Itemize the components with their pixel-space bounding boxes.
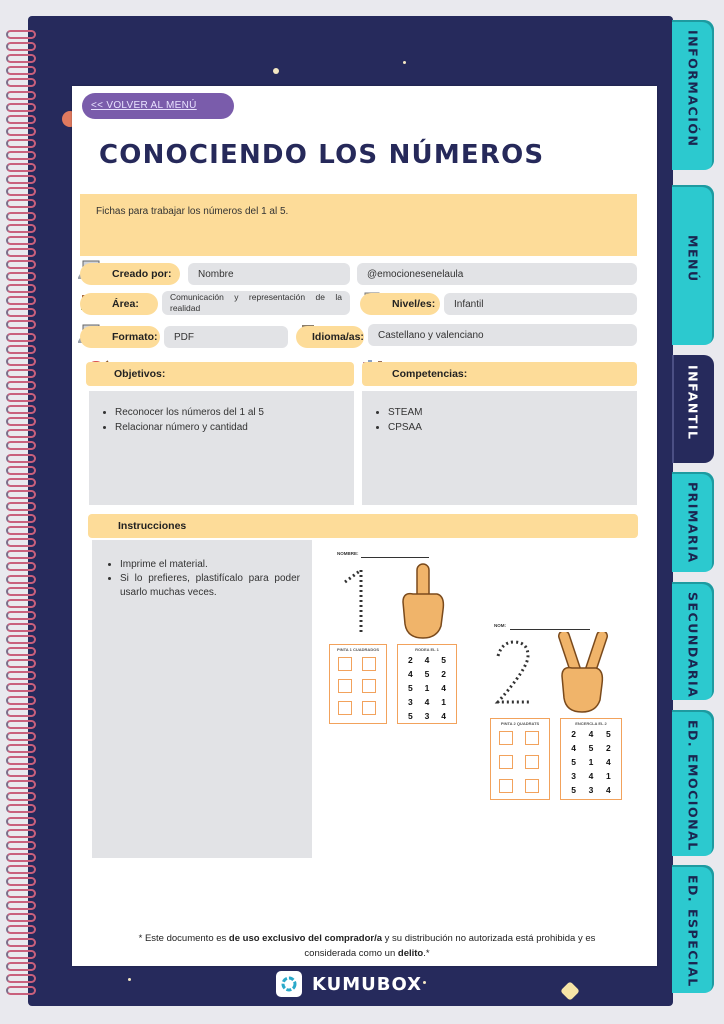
creado-por-label: Creado por: — [80, 263, 180, 285]
grid-number: 4 — [441, 683, 447, 693]
square — [525, 755, 539, 769]
list-item: • Relacionar número y cantidad — [115, 420, 354, 435]
spiral-ring — [6, 320, 36, 329]
spiral-ring — [6, 345, 36, 354]
grid-number: 5 — [407, 711, 413, 721]
spiral-ring — [6, 441, 36, 450]
grid-number: 2 — [571, 729, 577, 739]
worksheet-preview-2 — [490, 616, 630, 806]
spiral-ring — [6, 502, 36, 511]
description-box — [80, 194, 637, 256]
area-value: Comunicación y representación de la realidad — [162, 291, 350, 315]
grid-number: 1 — [605, 771, 611, 781]
grid-number: 5 — [571, 785, 577, 795]
grid-number: 3 — [571, 771, 577, 781]
grid-number: 3 — [407, 697, 413, 707]
grid-number: 4 — [441, 711, 447, 721]
spiral-ring — [6, 429, 36, 438]
spiral-ring — [6, 708, 36, 717]
star-decoration — [128, 978, 131, 981]
spiral-ring — [6, 66, 36, 75]
spiral-ring — [6, 599, 36, 608]
dotted-digit-1 — [337, 566, 377, 636]
square — [338, 657, 352, 671]
spiral-ring — [6, 478, 36, 487]
tab-informacion[interactable]: INFORMACIÓN — [672, 20, 714, 170]
box-caption: PINTA 2 QUADRATS — [500, 721, 540, 726]
square — [362, 679, 376, 693]
spiral-ring — [6, 683, 36, 692]
spiral-ring — [6, 962, 36, 971]
square — [499, 779, 513, 793]
area-label: Área: — [80, 293, 158, 315]
document-page — [72, 86, 657, 966]
spiral-ring — [6, 127, 36, 136]
hand-one-finger-icon — [397, 562, 449, 642]
kumubox-logo-icon — [276, 971, 302, 997]
idioma-label: Idioma/as: — [296, 326, 364, 348]
spiral-ring — [6, 272, 36, 281]
paint-squares-box — [329, 644, 387, 724]
spiral-ring — [6, 91, 36, 100]
square — [499, 755, 513, 769]
circle-number-box — [397, 644, 457, 724]
spiral-ring — [6, 780, 36, 789]
spiral-ring — [6, 284, 36, 293]
instrucciones-panel — [92, 540, 312, 858]
grid-number: 3 — [588, 785, 594, 795]
sheet-name-line — [510, 629, 590, 630]
footer-text: y su distribución no autorizada está prohibida y es considerada como un — [304, 933, 596, 959]
spiral-ring — [6, 417, 36, 426]
spiral-ring — [6, 466, 36, 475]
circle-number-box — [560, 718, 622, 800]
spiral-ring — [6, 865, 36, 874]
spiral-ring — [6, 78, 36, 87]
sheet-name-line — [361, 557, 429, 558]
grid-number: 2 — [407, 655, 413, 665]
grid-number: 4 — [588, 771, 594, 781]
instrucciones-header: Instrucciones — [88, 514, 638, 538]
square — [338, 701, 352, 715]
footer-text: .* — [423, 948, 430, 959]
spiral-ring — [6, 889, 36, 898]
copyright-notice — [112, 931, 622, 961]
sheet-name-label: NOM: — [494, 623, 506, 628]
grid-number: 3 — [424, 711, 430, 721]
spiral-ring — [6, 163, 36, 172]
grid-number: 5 — [441, 655, 447, 665]
spiral-ring — [6, 792, 36, 801]
spiral-ring — [6, 623, 36, 632]
sheet-name-label: NOMBRE: — [337, 551, 359, 556]
square — [362, 701, 376, 715]
list-item: • CPSAA — [388, 420, 637, 435]
spiral-binding — [2, 30, 40, 1000]
spiral-ring — [6, 950, 36, 959]
spiral-ring — [6, 333, 36, 342]
spiral-ring — [6, 804, 36, 813]
spiral-ring — [6, 853, 36, 862]
tab-ed-especial[interactable]: ED. ESPECIAL — [672, 865, 714, 993]
worksheet-preview-1 — [327, 544, 467, 734]
spiral-ring — [6, 901, 36, 910]
spiral-ring — [6, 30, 36, 39]
grid-number: 4 — [571, 743, 577, 753]
square — [338, 679, 352, 693]
grid-number: 5 — [588, 743, 594, 753]
spiral-ring — [6, 236, 36, 245]
objetivos-list — [89, 391, 354, 435]
idioma-value: Castellano y valenciano — [368, 324, 637, 346]
spiral-ring — [6, 248, 36, 257]
spiral-ring — [6, 877, 36, 886]
spiral-ring — [6, 974, 36, 983]
spiral-ring — [6, 54, 36, 63]
grid-number: 5 — [605, 729, 611, 739]
spiral-ring — [6, 938, 36, 947]
spiral-ring — [6, 308, 36, 317]
list-item: • Si lo prefieres, plastifícalo para poder usarlo muchas veces. — [120, 572, 300, 600]
spiral-ring — [6, 454, 36, 463]
grid-number: 4 — [588, 729, 594, 739]
box-caption: PINTA 1 CUADRADOS — [336, 647, 379, 652]
grid-number: 4 — [407, 669, 413, 679]
square — [525, 779, 539, 793]
spiral-ring — [6, 103, 36, 112]
spiral-ring — [6, 575, 36, 584]
description-text: Fichas para trabajar los números del 1 al 5. — [96, 206, 289, 217]
spiral-ring — [6, 671, 36, 680]
spiral-ring — [6, 768, 36, 777]
grid-number: 5 — [407, 683, 413, 693]
spiral-ring — [6, 611, 36, 620]
grid-number: 2 — [605, 743, 611, 753]
spiral-ring — [6, 224, 36, 233]
square — [499, 731, 513, 745]
grid-number: 4 — [424, 655, 430, 665]
dotted-digit-2 — [492, 638, 536, 708]
spiral-ring — [6, 659, 36, 668]
footer-bold: delito — [397, 948, 424, 959]
formato-value: PDF — [164, 326, 288, 348]
kumubox-brand — [276, 970, 422, 998]
grid-number: 4 — [605, 757, 611, 767]
tab-primaria[interactable]: PRIMARIA — [672, 472, 714, 572]
spiral-ring — [6, 720, 36, 729]
spiral-ring — [6, 42, 36, 51]
grid-number: 4 — [424, 697, 430, 707]
brand-name: KUMUBOX — [312, 973, 423, 995]
page-title: CONOCIENDO LOS NÚMEROS — [99, 140, 545, 170]
spiral-ring — [6, 199, 36, 208]
spiral-ring — [6, 405, 36, 414]
instrucciones-list — [92, 540, 312, 600]
paint-squares-box — [490, 718, 550, 800]
tab-ed-emocional[interactable]: ED. EMOCIONAL — [672, 710, 714, 856]
grid-number: 4 — [605, 785, 611, 795]
spiral-ring — [6, 369, 36, 378]
objetivos-header: Objetivos: — [86, 362, 354, 386]
spiral-ring — [6, 913, 36, 922]
tab-menu[interactable]: MENÚ — [672, 185, 714, 345]
spiral-ring — [6, 151, 36, 160]
spiral-ring — [6, 393, 36, 402]
box-caption: ENCERCLA EL 2 — [575, 721, 607, 726]
spiral-ring — [6, 175, 36, 184]
grid-number: 1 — [588, 757, 594, 767]
square — [525, 731, 539, 745]
spiral-ring — [6, 986, 36, 995]
spiral-ring — [6, 744, 36, 753]
side-tabs — [672, 20, 714, 1000]
spiral-ring — [6, 756, 36, 765]
list-item: • Imprime el material. — [120, 558, 300, 572]
spiral-ring — [6, 139, 36, 148]
number-grid — [565, 729, 617, 795]
spiral-ring — [6, 490, 36, 499]
number-grid — [402, 655, 452, 721]
square — [362, 657, 376, 671]
grid-number: 5 — [571, 757, 577, 767]
list-item: • STEAM — [388, 405, 637, 420]
box-caption: RODEA EL 1 — [415, 647, 439, 652]
spiral-ring — [6, 550, 36, 559]
grid-number: 1 — [424, 683, 430, 693]
star-decoration — [403, 61, 406, 64]
spiral-ring — [6, 732, 36, 741]
spiral-ring — [6, 925, 36, 934]
grid-number: 1 — [441, 697, 447, 707]
nivel-value: Infantil — [444, 293, 637, 315]
competencias-header: Competencias: — [362, 362, 637, 386]
spiral-ring — [6, 538, 36, 547]
tab-secundaria[interactable]: SECUNDARIA — [672, 582, 714, 700]
spiral-ring — [6, 115, 36, 124]
hand-two-fingers-icon — [550, 632, 614, 716]
competencias-list — [362, 391, 637, 435]
tab-infantil[interactable]: INFANTIL — [672, 355, 714, 463]
spiral-ring — [6, 647, 36, 656]
grid-number: 2 — [441, 669, 447, 679]
spiral-ring — [6, 562, 36, 571]
spiral-ring — [6, 514, 36, 523]
spiral-ring — [6, 696, 36, 705]
spiral-ring — [6, 260, 36, 269]
grid-number: 5 — [424, 669, 430, 679]
nivel-label: Nivel/es: — [360, 293, 440, 315]
spiral-ring — [6, 635, 36, 644]
spiral-ring — [6, 829, 36, 838]
creado-por-handle: @emocionesenelaula — [357, 263, 637, 285]
star-decoration — [560, 981, 580, 1001]
spiral-ring — [6, 187, 36, 196]
spiral-ring — [6, 841, 36, 850]
star-decoration — [423, 981, 426, 984]
competencias-panel — [362, 391, 637, 505]
footer-text: * Este documento es — [138, 933, 229, 944]
list-item: • Reconocer los números del 1 al 5 — [115, 405, 354, 420]
spiral-ring — [6, 526, 36, 535]
objetivos-panel — [89, 391, 354, 505]
back-to-menu-button[interactable]: << VOLVER AL MENÚ — [82, 93, 234, 119]
star-decoration — [273, 68, 279, 74]
spiral-ring — [6, 296, 36, 305]
spiral-ring — [6, 817, 36, 826]
spiral-ring — [6, 587, 36, 596]
formato-label: Formato: — [80, 326, 160, 348]
spiral-ring — [6, 381, 36, 390]
spiral-ring — [6, 357, 36, 366]
footer-bold: de uso exclusivo del comprador/a — [228, 933, 383, 944]
creado-por-value: Nombre — [188, 263, 350, 285]
spiral-ring — [6, 212, 36, 221]
